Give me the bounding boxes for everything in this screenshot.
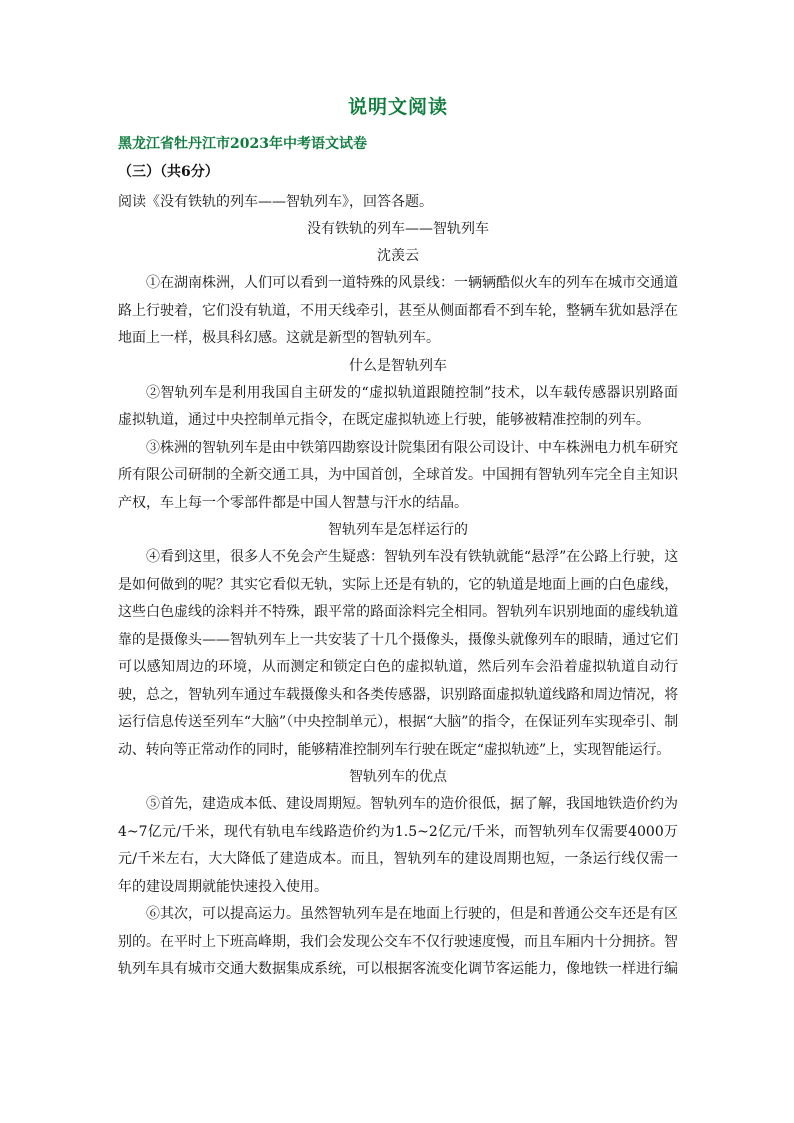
paragraph-2: ②智轨列车是利用我国自主研发的“虚拟轨道跟随控制”技术，以车载传感器识别路面虚拟轨道，通过中央控制单元指令，在既定虚拟轨迹上行驶，能够被精准控制的列车。 xyxy=(118,384,678,428)
reading-instruction: 阅读《没有铁轨的列车——智轨列车》，回答各题。 xyxy=(118,194,433,210)
paragraph-1: ①在湖南株洲，人们可以看到一道特殊的风景线：一辆辆酷似火车的列车在城市交通道路上行驶着，它们没有轨道，不用天线牵引，甚至从侧面都看不到车轮，整辆车犹如悬浮在地面上一样，极具科幻感。这就是新型的智轨列车。 xyxy=(118,275,678,346)
section-label: （三）（共6分） xyxy=(118,164,219,180)
paragraph-6: ⑥其次，可以提高运力。虽然智轨列车是在地面上行驶的，但是和普通公交车还是有区别的。在平时上下班高峰期，我们会发现公交车不仅行驶速度慢，而且车厢内十分拥挤。智轨列车具有城市交通大数据集成系统，可以根据客流变化调节客运能力，像地铁一样进行编 xyxy=(118,906,678,977)
subhead-what-is: 什么是智轨列车 xyxy=(349,357,447,374)
subhead-advantages: 智轨列车的优点 xyxy=(349,769,447,785)
paragraph-3: ③株洲的智轨列车是由中铁第四勘察设计院集团有限公司设计、中车株洲电力机车研究所有限公司研制的全新交通工具，为中国首创，全球首发。中国拥有智轨列车完全自主知识产权，车上每一个零部件都是中国人智慧与汗水的结晶。 xyxy=(118,439,678,511)
paragraph-5: ⑤首先，建造成本低、建设周期短。智轨列车的造价很低，据了解，我国地铁造价约为4~7亿元/千米，现代有轨电车线路造价约为1.5~2亿元/千米，而智轨列车仅需要4000万元/千米左右，大大降低了建造成本。而且，智轨列车的建设周期也短，一条运行线仅需一年的建设周期就能快速投入使用。 xyxy=(118,796,678,895)
subhead-how-it-runs: 智轨列车是怎样运行的 xyxy=(328,522,468,538)
paragraph-4: ④看到这里，很多人不免会产生疑惑：智轨列车没有铁轨就能“悬浮”在公路上行驶，这是如何做到的呢？其实它看似无轨，实际上还是有轨的，它的轨道是地面上画的白色虚线，这些白色虚线的涂料并不特殊，跟平常的路面涂料完全相同。智轨列车识别地面的虚线轨道靠的是摄像头——智轨列车上一共安装了十几个摄像头，摄像头就像列车的眼睛，通过它们可以感知周边的环境，从而测定和锁定白色的虚拟轨道，然后列车会沿着虚拟轨道自动行驶，总之，智轨列车通过车载摄像头和各类传感器，识别路面虚拟轨道线路和周边情况，将运行信息传送至列车“大脑”（中央控制单元），根据“大脑”的指令，在保证列车实现牵引、制动、转向等正常动作的同时，能够精准控制列车行驶在既定“虚拟轨迹”上，实现智能运行。 xyxy=(118,549,678,758)
article-title: 没有铁轨的列车——智轨列车 xyxy=(307,221,489,237)
article-author: 沈羡云 xyxy=(377,248,419,264)
document-page xyxy=(118,92,678,984)
exam-source: 黑龙江省牡丹江市2023年中考语文试卷 xyxy=(118,136,367,152)
page-title: 说明文阅读 xyxy=(347,96,448,118)
